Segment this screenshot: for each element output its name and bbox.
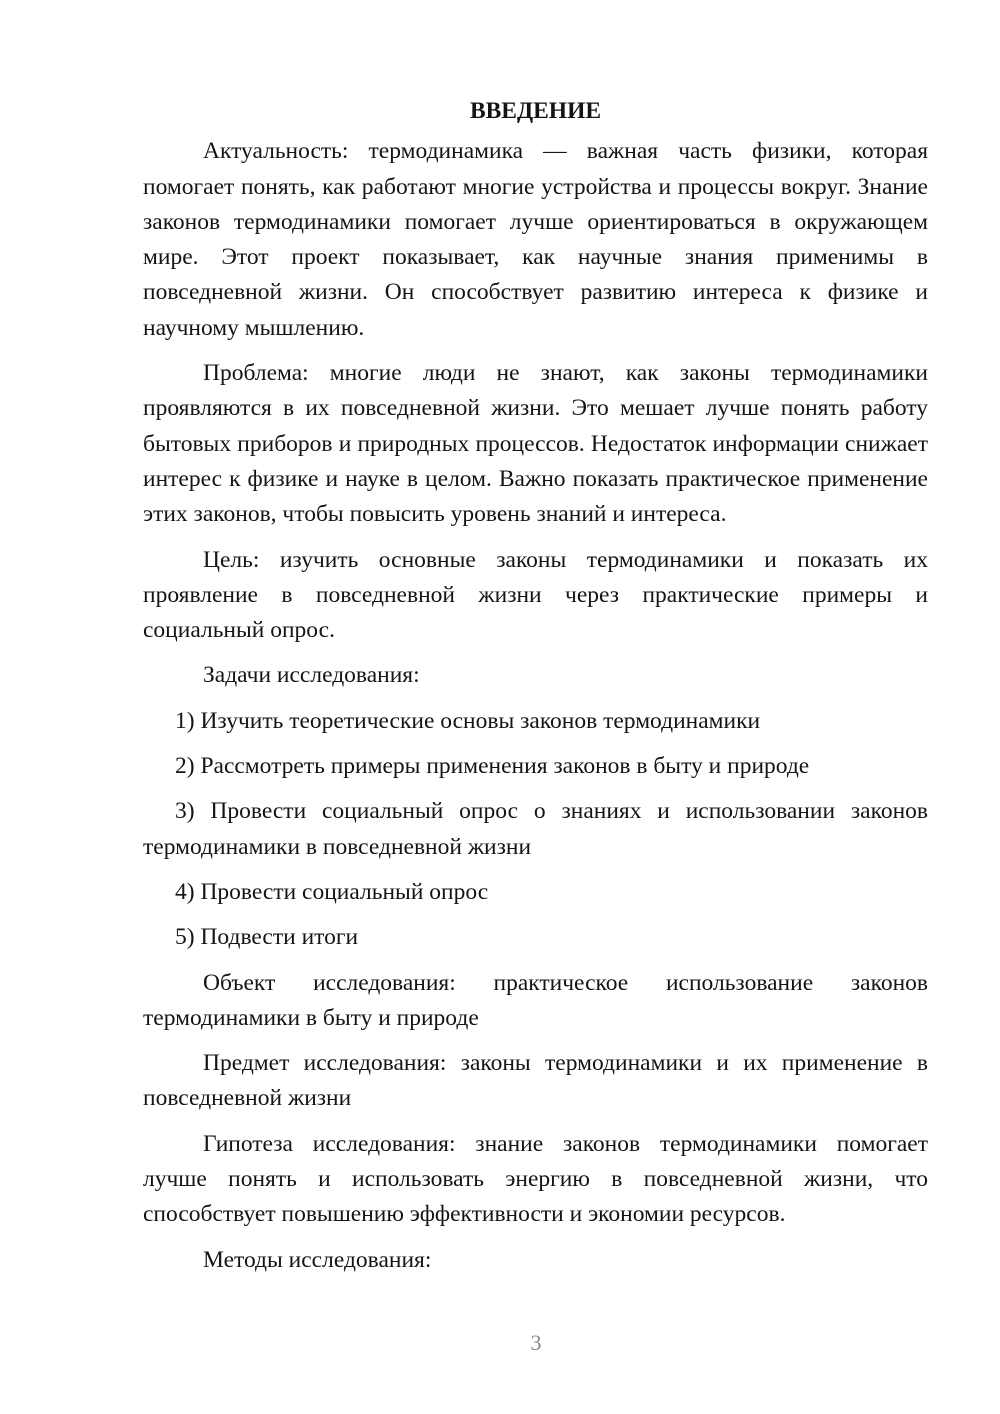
paragraph-hypothesis: Гипотеза исследования: знание законов термодинамики помогает лучше понять и использовать энергию в повседневной жизни, что способствует повышению эффективности и экономии ресурсов.: [143, 1130, 928, 1228]
tasks-label: Задачи исследования:: [203, 662, 420, 689]
list-item: 3) Провести социальный опрос о знаниях и использовании законов термодинамики в повседневной жизни: [143, 798, 928, 860]
paragraph-object: Объект исследования: практическое использование законов термодинамики в быту и природе: [143, 969, 928, 1031]
page-number: 3: [530, 1330, 542, 1355]
paragraph-subject: Предмет исследования: законы термодинамики и их применение в повседневной жизни: [143, 1050, 928, 1112]
page-content: [143, 94, 928, 1288]
methods-label: Методы исследования:: [203, 1246, 432, 1273]
tasks-list: [143, 704, 928, 956]
page-title: ВВЕДЕНИЕ: [469, 98, 602, 124]
list-item: 5) Подвести итоги: [175, 924, 359, 951]
paragraph-relevance: Актуальность: термодинамика — важная часть физики, которая помогает понять, как работают многие устройства и процессы вокруг. Знание законов термодинамики помогает лучше ориентироваться в окружающем мире. Этот проект показывает, как научные знания применимы в повседневной жизни. Он способствует развитию интереса к физике и научному мышлению.: [143, 138, 928, 341]
paragraph-problem: Проблема: многие люди не знают, как законы термодинамики проявляются в их повседневной жизни. Это мешает лучше понять работу бытовых приборов и природных процессов. Недостаток информации снижает интерес к физике и науке в целом. Важно показать практическое применение этих законов, чтобы повысить уровень знаний и интереса.: [143, 360, 928, 528]
list-item: 4) Провести социальный опрос: [175, 878, 489, 905]
list-item: 2) Рассмотреть примеры применения законов в быту и природе: [175, 753, 810, 780]
list-item: 1) Изучить теоретические основы законов термодинамики: [175, 707, 761, 734]
paragraph-goal: Цель: изучить основные законы термодинамики и показать их проявление в повседневной жизни через практические примеры и социальный опрос.: [143, 546, 928, 644]
